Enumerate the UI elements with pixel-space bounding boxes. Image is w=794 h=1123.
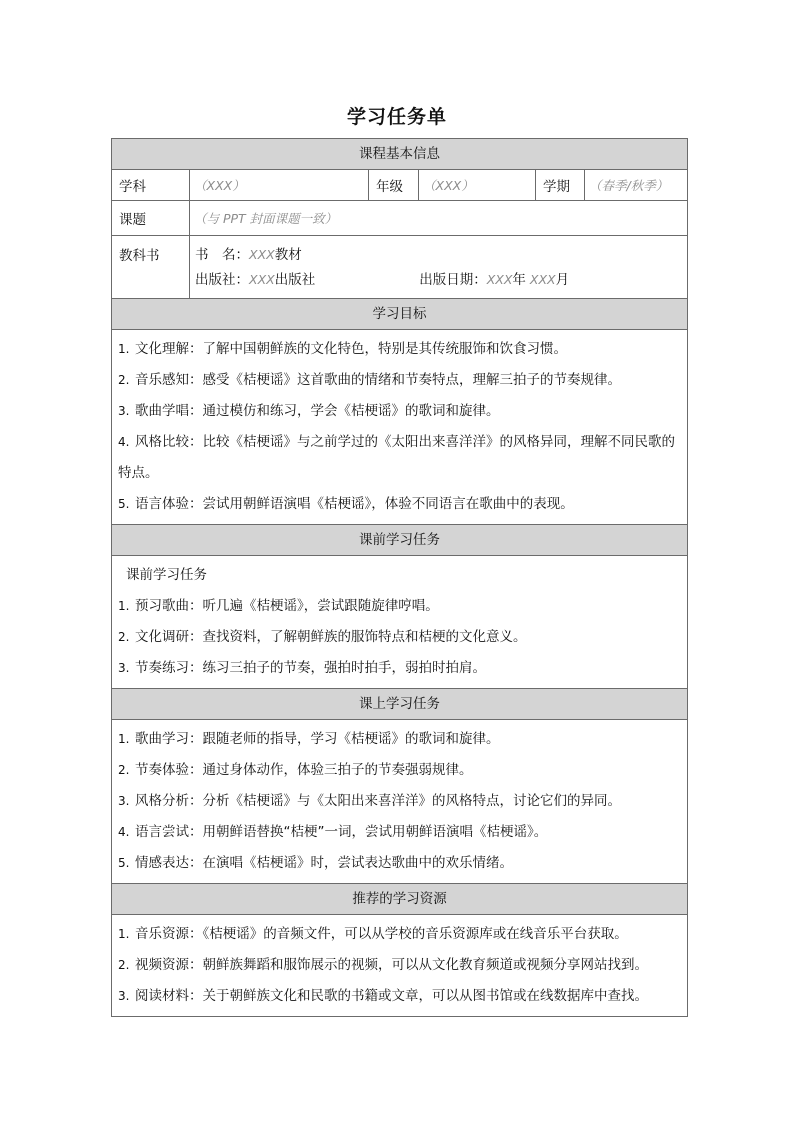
topic-label: 课题 bbox=[119, 212, 146, 228]
pub-date-label: 出版日期： bbox=[419, 272, 487, 288]
list-item bbox=[118, 755, 681, 786]
item-text: 文化调研：查找资料，了解朝鲜族的服饰特点和桔梗的文化意义。 bbox=[135, 629, 527, 645]
item-number: 5. bbox=[118, 856, 130, 870]
item-number: 1. bbox=[118, 732, 130, 746]
list-item bbox=[118, 591, 681, 622]
book-name-value[interactable]: XXX bbox=[249, 247, 275, 262]
item-number: 3. bbox=[118, 404, 130, 418]
pub-month-value[interactable]: XXX bbox=[529, 272, 556, 287]
section-header-inclass: 课上学习任务 bbox=[112, 689, 687, 720]
topic-value[interactable]: （与 PPT 封面课题一致） bbox=[189, 201, 687, 235]
list-item bbox=[118, 981, 681, 1012]
item-text: 风格比较：比较《桔梗谣》与之前学过的《太阳出来喜洋洋》的风格异同，理解不同民歌的特点。 bbox=[118, 434, 675, 481]
section-header-basic-info: 课程基本信息 bbox=[112, 139, 687, 170]
publisher-line bbox=[195, 267, 687, 292]
page-title: 学习任务单 bbox=[346, 106, 447, 128]
item-number: 2. bbox=[118, 630, 130, 644]
item-text: 音乐资源：《桔梗谣》的音频文件，可以从学校的音乐资源库或在线音乐平台获取。 bbox=[135, 926, 628, 942]
item-number: 1. bbox=[118, 342, 130, 356]
item-number: 4. bbox=[118, 435, 130, 449]
item-text: 语言尝试：用朝鲜语替换“桔梗”一词，尝试用朝鲜语演唱《桔梗谣》。 bbox=[135, 824, 548, 840]
item-number: 3. bbox=[118, 661, 130, 675]
list-item bbox=[118, 427, 681, 489]
item-number: 5. bbox=[118, 497, 130, 511]
publisher-label: 出版社： bbox=[195, 272, 249, 288]
item-text: 节奏体验：通过身体动作，体验三拍子的节奏强弱规律。 bbox=[135, 762, 473, 778]
book-name-label: 书 名： bbox=[195, 247, 249, 263]
basic-info-row bbox=[112, 170, 687, 201]
list-item bbox=[118, 334, 681, 365]
textbook-row bbox=[112, 236, 687, 299]
item-text: 音乐感知：感受《桔梗谣》这首歌曲的情绪和节奏特点，理解三拍子的节奏规律。 bbox=[135, 372, 621, 388]
preclass-list bbox=[112, 556, 687, 689]
item-text: 预习歌曲：听几遍《桔梗谣》，尝试跟随旋律哼唱。 bbox=[135, 598, 439, 614]
list-item bbox=[118, 653, 681, 684]
topic-row bbox=[112, 201, 687, 236]
book-name-line bbox=[195, 242, 687, 267]
list-item bbox=[118, 396, 681, 427]
item-number: 2. bbox=[118, 958, 130, 972]
item-text: 情感表达：在演唱《桔梗谣》时，尝试表达歌曲中的欢乐情绪。 bbox=[135, 855, 513, 871]
item-text: 节奏练习：练习三拍子的节奏，强拍时拍手，弱拍时拍肩。 bbox=[135, 660, 486, 676]
item-number: 2. bbox=[118, 763, 130, 777]
item-text: 歌曲学唱：通过模仿和练习，学会《桔梗谣》的歌词和旋律。 bbox=[135, 403, 500, 419]
item-text: 风格分析：分析《桔梗谣》与《太阳出来喜洋洋》的风格特点，讨论它们的异同。 bbox=[135, 793, 621, 809]
list-item bbox=[118, 817, 681, 848]
section-header-resources: 推荐的学习资源 bbox=[112, 884, 687, 915]
resources-list bbox=[112, 915, 687, 1016]
item-number: 3. bbox=[118, 989, 130, 1003]
subject-value[interactable]: （XXX） bbox=[189, 170, 368, 200]
list-item bbox=[118, 848, 681, 879]
item-number: 3. bbox=[118, 794, 130, 808]
list-item bbox=[118, 365, 681, 396]
item-text: 歌曲学习：跟随老师的指导，学习《桔梗谣》的歌词和旋律。 bbox=[135, 731, 500, 747]
textbook-label: 教科书 bbox=[119, 248, 160, 264]
section-header-preclass: 课前学习任务 bbox=[112, 525, 687, 556]
book-name-suffix: 教材 bbox=[274, 247, 302, 263]
section-header-goals: 学习目标 bbox=[112, 299, 687, 330]
grade-value[interactable]: （XXX） bbox=[418, 170, 535, 200]
term-label: 学期 bbox=[535, 170, 584, 200]
list-item bbox=[118, 724, 681, 755]
preclass-subtitle: 课前学习任务 bbox=[126, 567, 207, 583]
item-number: 4. bbox=[118, 825, 130, 839]
grade-label: 年级 bbox=[368, 170, 418, 200]
list-item bbox=[118, 919, 681, 950]
item-text: 视频资源：朝鲜族舞蹈和服饰展示的视频，可以从文化教育频道或视频分享网站找到。 bbox=[135, 957, 648, 973]
item-number: 1. bbox=[118, 927, 130, 941]
pub-year-value[interactable]: XXX bbox=[486, 272, 513, 287]
item-text: 语言体验：尝试用朝鲜语演唱《桔梗谣》，体验不同语言在歌曲中的表现。 bbox=[135, 496, 574, 512]
inclass-list bbox=[112, 720, 687, 884]
goals-list bbox=[112, 330, 687, 525]
pub-year-unit: 年 bbox=[512, 272, 526, 288]
item-text: 阅读材料：关于朝鲜族文化和民歌的书籍或文章，可以从图书馆或在线数据库中查找。 bbox=[135, 988, 648, 1004]
list-item bbox=[118, 489, 681, 520]
item-number: 2. bbox=[118, 373, 130, 387]
textbook-details bbox=[189, 236, 687, 298]
item-text: 文化理解：了解中国朝鲜族的文化特色，特别是其传统服饰和饮食习惯。 bbox=[135, 341, 567, 357]
subject-label: 学科 bbox=[119, 179, 146, 195]
publisher-value[interactable]: XXX bbox=[249, 272, 275, 287]
item-number: 1. bbox=[118, 599, 130, 613]
list-item bbox=[118, 786, 681, 817]
list-item bbox=[118, 950, 681, 981]
list-item bbox=[118, 622, 681, 653]
pub-month-unit: 月 bbox=[555, 272, 570, 288]
task-sheet-table bbox=[111, 138, 688, 1017]
term-value[interactable]: （春季/秋季） bbox=[584, 170, 687, 200]
publisher-suffix: 出版社 bbox=[274, 272, 316, 288]
